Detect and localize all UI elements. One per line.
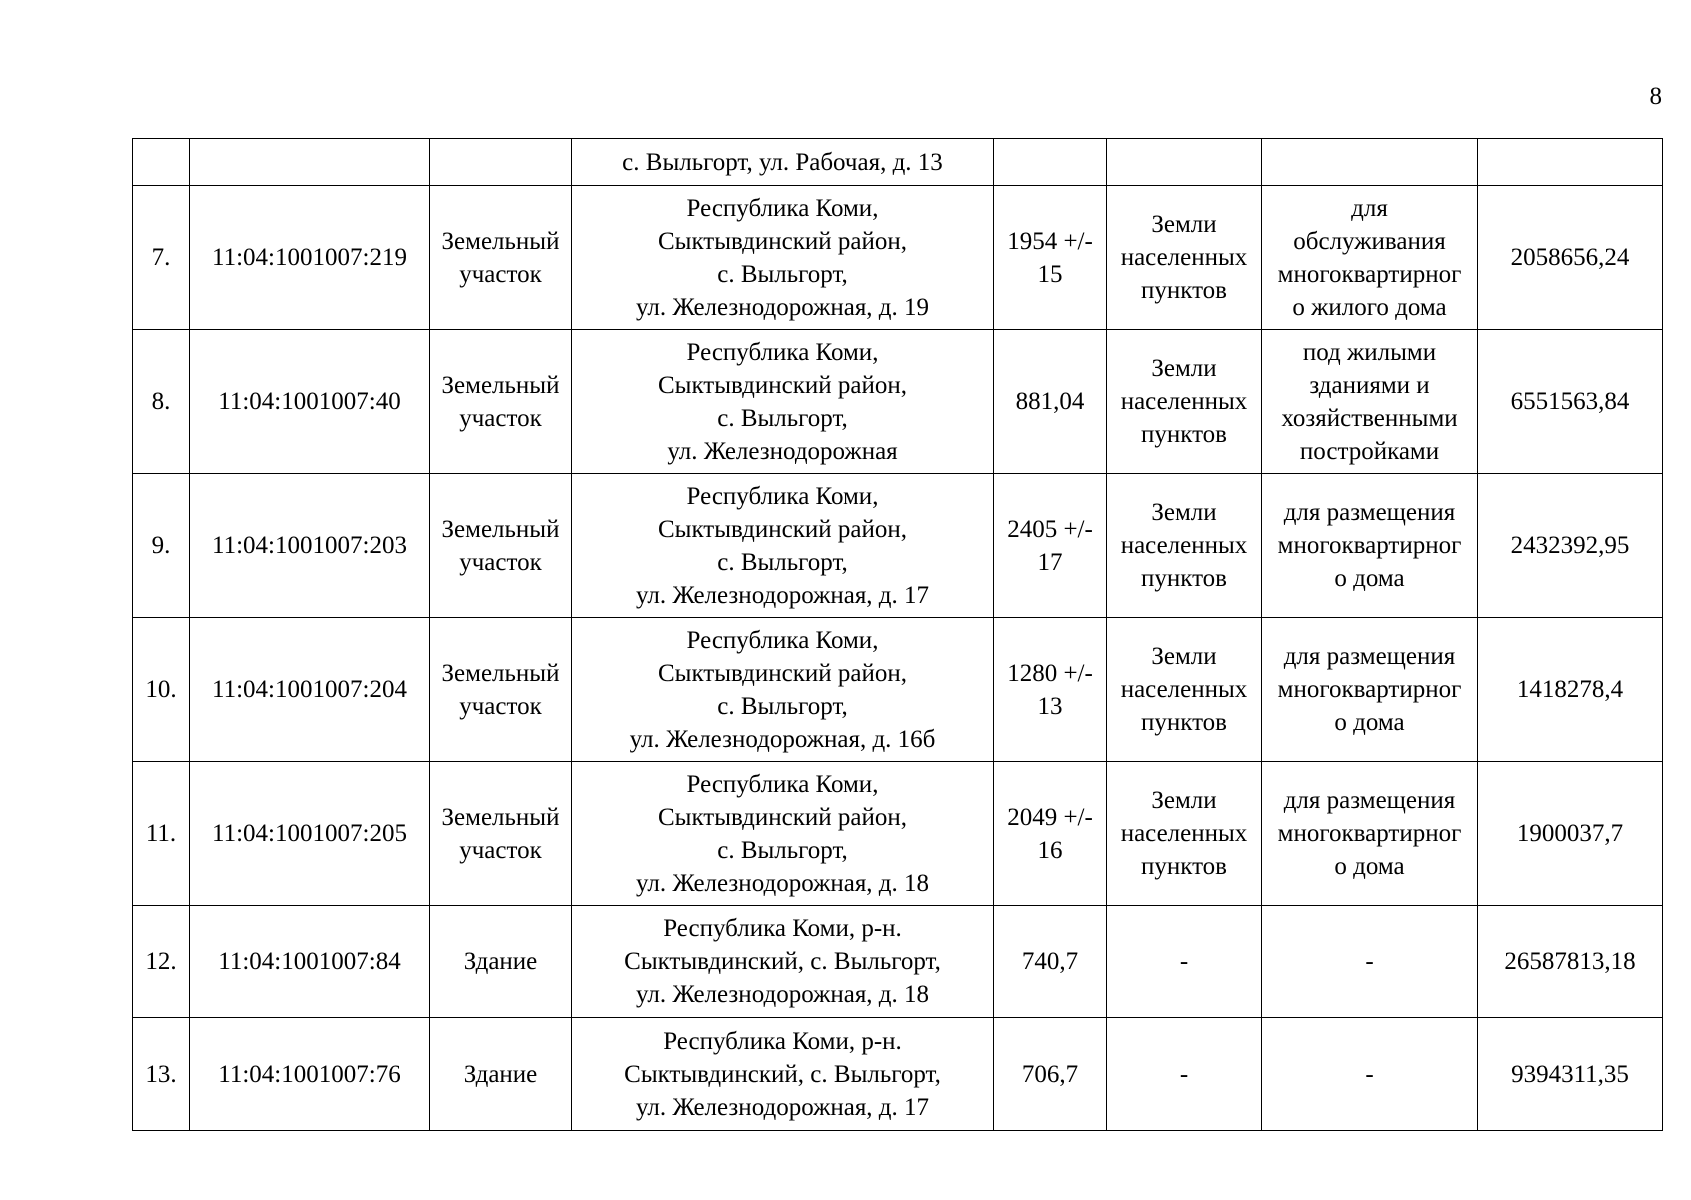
cell-address: Республика Коми, Сыктывдинский район, с. Выльгорт, ул. Железнодорожная, д. 16б (572, 618, 994, 762)
table-row (133, 1018, 1663, 1131)
table-row (133, 906, 1663, 1018)
cell-cadastral (190, 139, 430, 186)
table-row (133, 762, 1663, 906)
cell-num (133, 139, 190, 186)
cell-use: для обслуживания многоквартирног о жилого дома (1262, 186, 1478, 330)
cell-area: 1280 +/- 13 (994, 618, 1107, 762)
cell-address: Республика Коми, Сыктывдинский район, с. Выльгорт, ул. Железнодорожная, д. 17 (572, 474, 994, 618)
cell-area: 2049 +/- 16 (994, 762, 1107, 906)
cell-cadastral: 11:04:1001007:219 (190, 186, 430, 330)
page-number: 8 (1649, 83, 1662, 110)
table-row (133, 186, 1663, 330)
cell-num: 9. (133, 474, 190, 618)
cell-category: Земли населенных пунктов (1107, 474, 1262, 618)
cell-use: - (1262, 906, 1478, 1018)
cell-type: Земельный участок (430, 618, 572, 762)
cell-num: 10. (133, 618, 190, 762)
cell-num: 8. (133, 330, 190, 474)
cell-address: Республика Коми, Сыктывдинский район, с. Выльгорт, ул. Железнодорожная, д. 19 (572, 186, 994, 330)
cell-cadastral: 11:04:1001007:203 (190, 474, 430, 618)
cell-category: - (1107, 906, 1262, 1018)
cell-category: Земли населенных пунктов (1107, 618, 1262, 762)
cell-area: 881,04 (994, 330, 1107, 474)
cell-use: для размещения многоквартирног о дома (1262, 762, 1478, 906)
property-table (132, 138, 1663, 1131)
cell-cadastral: 11:04:1001007:40 (190, 330, 430, 474)
cell-type: Земельный участок (430, 474, 572, 618)
cell-category: Земли населенных пунктов (1107, 186, 1262, 330)
cell-area: 1954 +/- 15 (994, 186, 1107, 330)
cell-use: для размещения многоквартирног о дома (1262, 618, 1478, 762)
cell-type: Здание (430, 1018, 572, 1131)
cell-use: под жилыми зданиями и хозяйственными постройками (1262, 330, 1478, 474)
cell-address: с. Выльгорт, ул. Рабочая, д. 13 (572, 139, 994, 186)
cell-num: 12. (133, 906, 190, 1018)
cell-value: 26587813,18 (1478, 906, 1663, 1018)
cell-type: Земельный участок (430, 330, 572, 474)
cell-type: Земельный участок (430, 762, 572, 906)
cell-address: Республика Коми, р-н. Сыктывдинский, с. Выльгорт, ул. Железнодорожная, д. 17 (572, 1018, 994, 1131)
cell-area: 2405 +/- 17 (994, 474, 1107, 618)
cell-value (1478, 139, 1663, 186)
cell-category: - (1107, 1018, 1262, 1131)
cell-cadastral: 11:04:1001007:84 (190, 906, 430, 1018)
cell-category: Земли населенных пунктов (1107, 762, 1262, 906)
cell-num: 11. (133, 762, 190, 906)
cell-category: Земли населенных пунктов (1107, 330, 1262, 474)
cell-value: 6551563,84 (1478, 330, 1663, 474)
cell-type: Здание (430, 906, 572, 1018)
table-row-continued (133, 139, 1663, 186)
cell-address: Республика Коми, Сыктывдинский район, с. Выльгорт, ул. Железнодорожная, д. 18 (572, 762, 994, 906)
cell-use (1262, 139, 1478, 186)
cell-num: 7. (133, 186, 190, 330)
cell-use: для размещения многоквартирног о дома (1262, 474, 1478, 618)
cell-value: 1900037,7 (1478, 762, 1663, 906)
cell-category (1107, 139, 1262, 186)
table-row (133, 474, 1663, 618)
cell-address: Республика Коми, р-н. Сыктывдинский, с. Выльгорт, ул. Железнодорожная, д. 18 (572, 906, 994, 1018)
cell-value: 2058656,24 (1478, 186, 1663, 330)
cell-value: 2432392,95 (1478, 474, 1663, 618)
table-row (133, 330, 1663, 474)
cell-cadastral: 11:04:1001007:205 (190, 762, 430, 906)
cell-area (994, 139, 1107, 186)
cell-value: 1418278,4 (1478, 618, 1663, 762)
cell-area: 706,7 (994, 1018, 1107, 1131)
cell-cadastral: 11:04:1001007:76 (190, 1018, 430, 1131)
cell-type: Земельный участок (430, 186, 572, 330)
table-row (133, 618, 1663, 762)
cell-type (430, 139, 572, 186)
cell-use: - (1262, 1018, 1478, 1131)
cell-area: 740,7 (994, 906, 1107, 1018)
cell-address: Республика Коми, Сыктывдинский район, с. Выльгорт, ул. Железнодорожная (572, 330, 994, 474)
cell-cadastral: 11:04:1001007:204 (190, 618, 430, 762)
cell-value: 9394311,35 (1478, 1018, 1663, 1131)
cell-num: 13. (133, 1018, 190, 1131)
